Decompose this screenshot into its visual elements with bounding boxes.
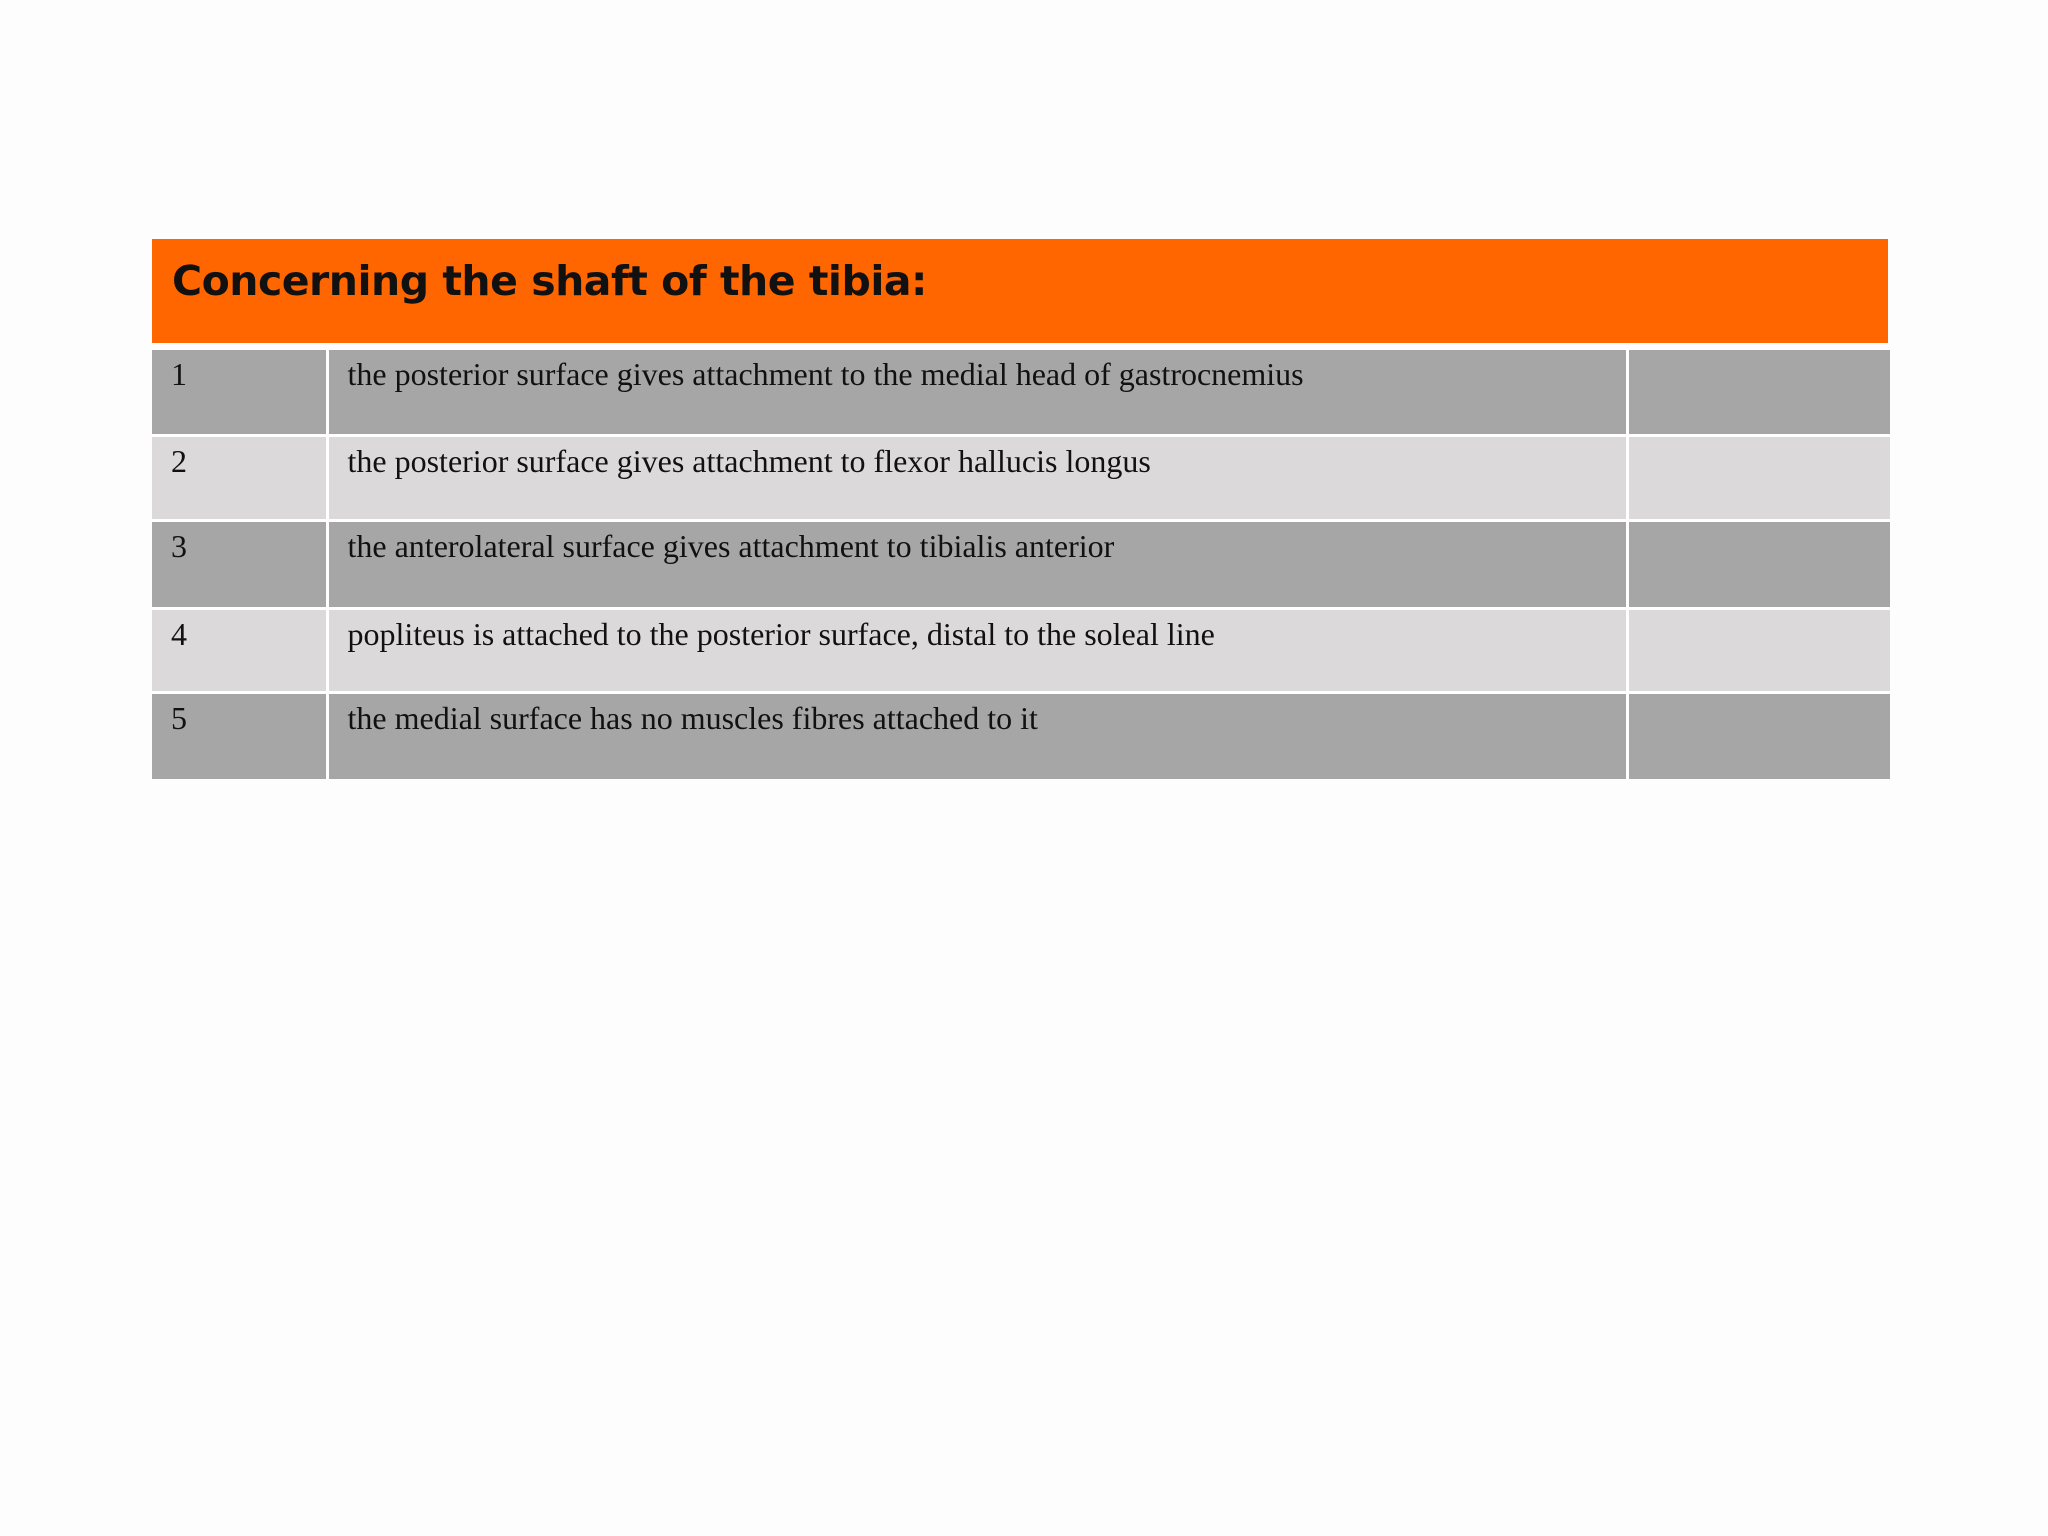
options-table: [152, 350, 1890, 779]
option-row-1: [152, 350, 1890, 435]
option-text: the medial surface has no muscles fibres attached to it: [327, 692, 1627, 779]
question-header: [152, 239, 1888, 343]
option-answer-cell[interactable]: [1627, 435, 1890, 520]
option-row-5: [152, 692, 1890, 779]
option-number: 5: [152, 692, 327, 779]
option-number: 2: [152, 435, 327, 520]
question-block: [152, 239, 1888, 779]
option-answer-cell[interactable]: [1627, 520, 1890, 608]
option-text: the posterior surface gives attachment to the medial head of gastrocnemius: [327, 350, 1627, 435]
option-row-3: [152, 520, 1890, 608]
option-text: popliteus is attached to the posterior surface, distal to the soleal line: [327, 608, 1627, 692]
option-number: 3: [152, 520, 327, 608]
option-text: the posterior surface gives attachment to flexor hallucis longus: [327, 435, 1627, 520]
question-title: Concerning the shaft of the tibia:: [172, 257, 927, 305]
option-number: 1: [152, 350, 327, 435]
option-text: the anterolateral surface gives attachment to tibialis anterior: [327, 520, 1627, 608]
option-answer-cell[interactable]: [1627, 692, 1890, 779]
option-answer-cell[interactable]: [1627, 608, 1890, 692]
option-number: 4: [152, 608, 327, 692]
option-row-4: [152, 608, 1890, 692]
option-answer-cell[interactable]: [1627, 350, 1890, 435]
option-row-2: [152, 435, 1890, 520]
